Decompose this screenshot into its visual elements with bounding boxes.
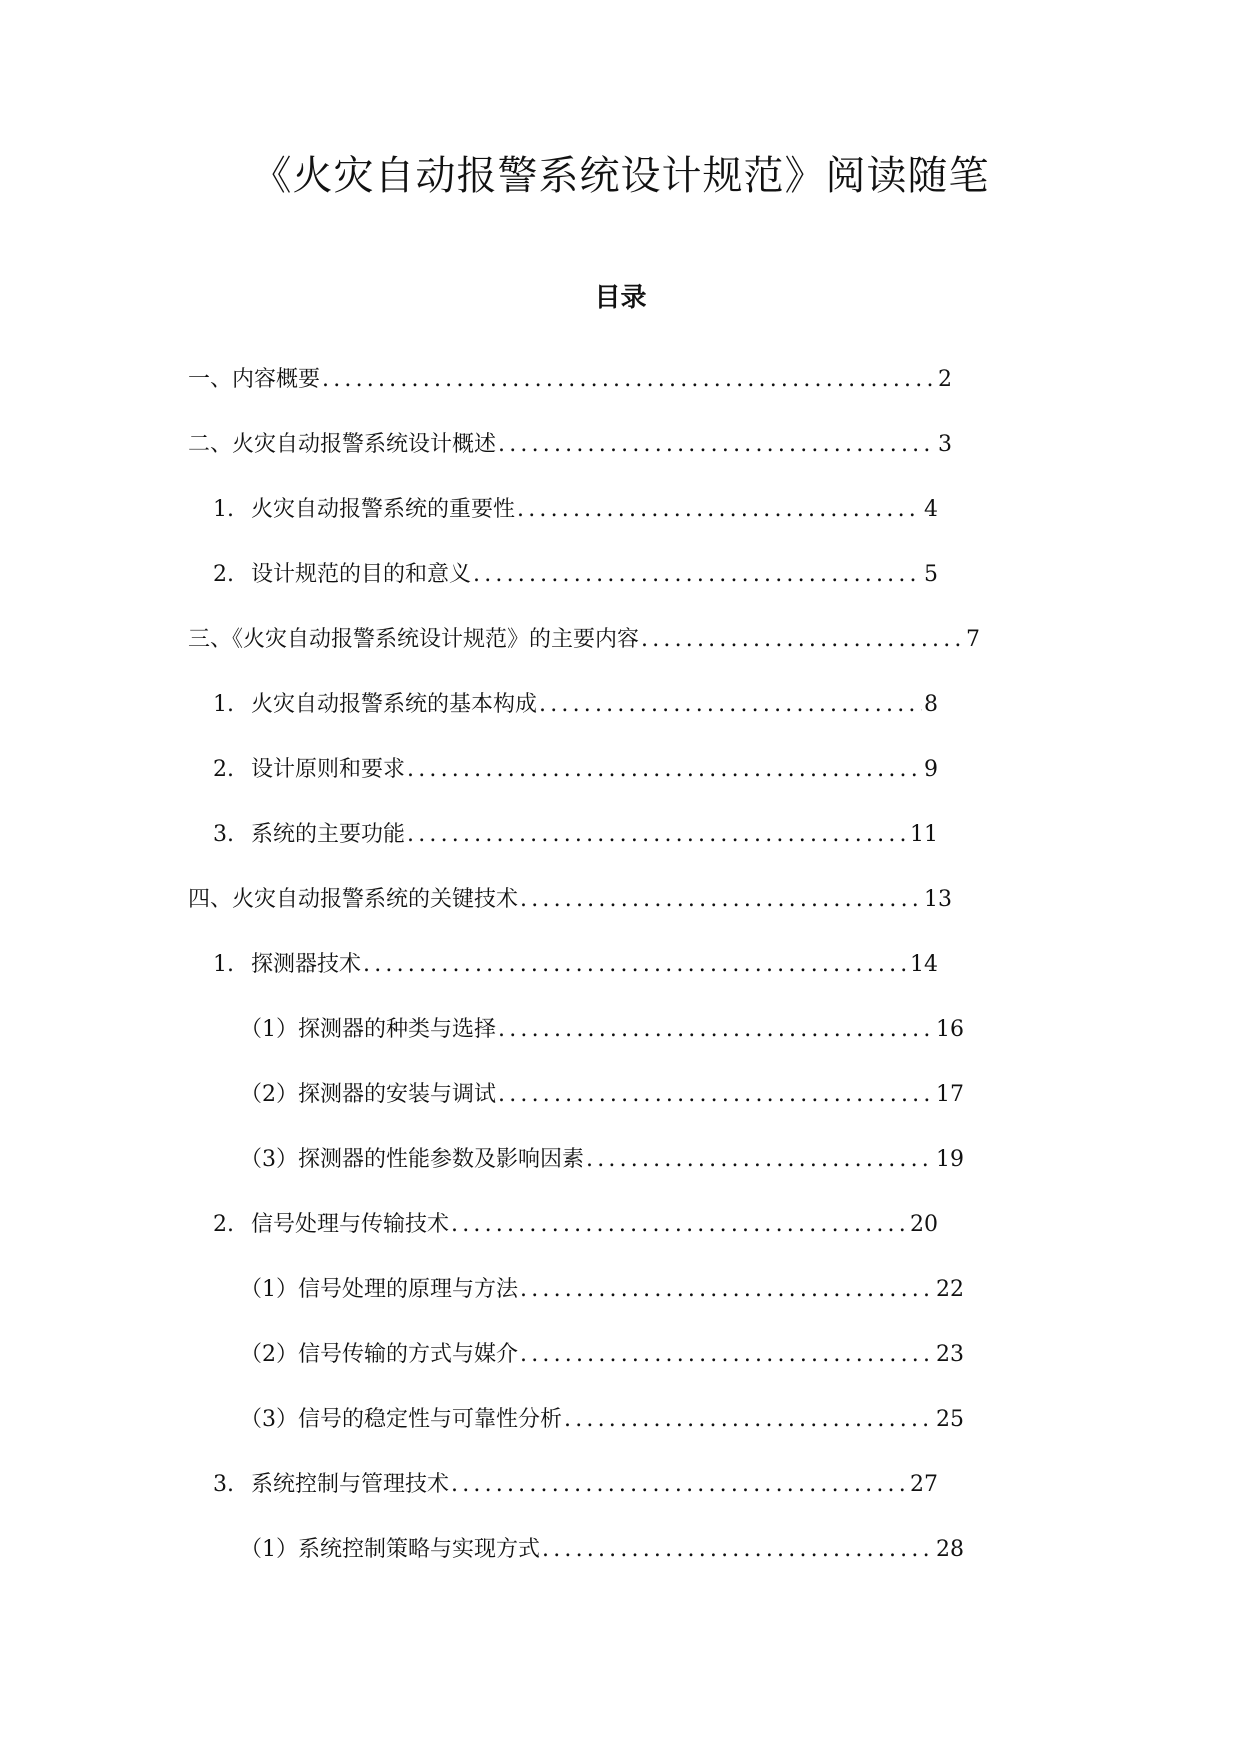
- toc-entry-text: 火灾自动报警系统的重要性: [251, 497, 516, 522]
- toc-entry[interactable]: [188, 427, 952, 463]
- toc-entry-text: 四、火灾自动报警系统的关键技术: [188, 887, 519, 912]
- toc-leader-dots: [407, 817, 908, 853]
- page-title: 《火灾自动报警系统设计规范》阅读随笔: [251, 153, 990, 199]
- toc-leader-dots: [520, 1272, 934, 1308]
- toc-entry-text: （1）信号处理的原理与方法: [240, 1277, 518, 1302]
- toc-entry[interactable]: [213, 492, 938, 528]
- toc-entry-text: （2）探测器的安装与调试: [240, 1082, 496, 1107]
- toc-leader-dots: [539, 687, 922, 723]
- toc-page-number: 25: [936, 1407, 964, 1432]
- toc-leader-dots: [451, 1467, 908, 1503]
- toc-entry[interactable]: [240, 1012, 964, 1048]
- toc-entry-number: 3.: [213, 822, 234, 847]
- toc-entry-text: 三、《火灾自动报警系统设计规范》的主要内容: [188, 627, 640, 652]
- toc-entry-text: 系统的主要功能: [251, 822, 406, 847]
- toc-leader-dots: [451, 1207, 908, 1243]
- toc-entry-text: （1）探测器的种类与选择: [240, 1017, 496, 1042]
- toc-page-number: 7: [966, 627, 980, 652]
- toc-entry-number: 2.: [213, 1212, 234, 1237]
- toc-page-number: 17: [936, 1082, 964, 1107]
- toc-entry-number: 1.: [213, 692, 234, 717]
- toc-leader-dots: [520, 882, 922, 918]
- toc-entry[interactable]: [213, 1467, 938, 1503]
- toc-leader-dots: [473, 557, 922, 593]
- toc-entry-text: （3）探测器的性能参数及影响因素: [240, 1147, 584, 1172]
- toc-entry[interactable]: [213, 817, 938, 853]
- toc-leader-dots: [517, 492, 922, 528]
- toc-entry-text: （1）系统控制策略与实现方式: [240, 1537, 540, 1562]
- toc-entry-number: 1.: [213, 952, 234, 977]
- toc-heading: 目录: [594, 283, 647, 313]
- toc-page-number: 27: [910, 1472, 938, 1497]
- toc-entry[interactable]: [213, 1207, 938, 1243]
- toc-entry[interactable]: [213, 752, 938, 788]
- toc-entry-text: （3）信号的稳定性与可靠性分析: [240, 1407, 562, 1432]
- toc-leader-dots: [641, 622, 964, 658]
- toc-leader-dots: [498, 427, 936, 463]
- toc-page-number: 9: [924, 757, 938, 782]
- toc-entry[interactable]: [188, 362, 952, 398]
- toc-leader-dots: [498, 1012, 934, 1048]
- toc-page-number: 19: [936, 1147, 964, 1172]
- toc-entry-text: 信号处理与传输技术: [251, 1212, 450, 1237]
- toc-entry-text: （2）信号传输的方式与媒介: [240, 1342, 518, 1367]
- toc-page-number: 20: [910, 1212, 938, 1237]
- toc-entry[interactable]: [213, 557, 938, 593]
- toc-entry[interactable]: [188, 622, 980, 658]
- toc-entry[interactable]: [213, 947, 938, 983]
- toc-entry[interactable]: [240, 1142, 964, 1178]
- toc-leader-dots: [363, 947, 908, 983]
- toc-entry-text: 二、火灾自动报警系统设计概述: [188, 432, 497, 457]
- toc-page-number: 28: [936, 1537, 964, 1562]
- toc-leader-dots: [542, 1532, 934, 1568]
- toc-leader-dots: [564, 1402, 934, 1438]
- toc-page-number: 23: [936, 1342, 964, 1367]
- toc-entry[interactable]: [213, 687, 938, 723]
- toc-page-number: 5: [924, 562, 938, 587]
- toc-leader-dots: [322, 362, 936, 398]
- toc-entry-number: 1.: [213, 497, 234, 522]
- toc-entry-text: 系统控制与管理技术: [251, 1472, 450, 1497]
- toc-leader-dots: [407, 752, 922, 788]
- toc-page-number: 4: [924, 497, 938, 522]
- toc-page-number: 11: [910, 822, 938, 847]
- toc-entry-number: 3.: [213, 1472, 234, 1497]
- toc-entry-text: 一、内容概要: [188, 367, 321, 392]
- toc-entry[interactable]: [240, 1402, 964, 1438]
- toc-entry-text: 火灾自动报警系统的基本构成: [251, 692, 538, 717]
- toc-page-number: 2: [938, 367, 952, 392]
- toc-page-number: 16: [936, 1017, 964, 1042]
- toc-entry-text: 设计原则和要求: [251, 757, 406, 782]
- toc-entry-text: 探测器技术: [251, 952, 362, 977]
- toc-entry-number: 2.: [213, 562, 234, 587]
- toc-leader-dots: [520, 1337, 934, 1373]
- toc-entry[interactable]: [188, 882, 952, 918]
- toc-leader-dots: [586, 1142, 934, 1178]
- toc-entry[interactable]: [240, 1272, 964, 1308]
- toc-page-number: 3: [938, 432, 952, 457]
- toc-entry-number: 2.: [213, 757, 234, 782]
- toc-page-number: 14: [910, 952, 938, 977]
- toc-entry-text: 设计规范的目的和意义: [251, 562, 472, 587]
- toc-leader-dots: [498, 1077, 934, 1113]
- toc-entry[interactable]: [240, 1337, 964, 1373]
- toc-page-number: 13: [924, 887, 952, 912]
- toc-page-number: 8: [924, 692, 938, 717]
- toc-entry[interactable]: [240, 1532, 964, 1568]
- toc-page-number: 22: [936, 1277, 964, 1302]
- toc-entry[interactable]: [240, 1077, 964, 1113]
